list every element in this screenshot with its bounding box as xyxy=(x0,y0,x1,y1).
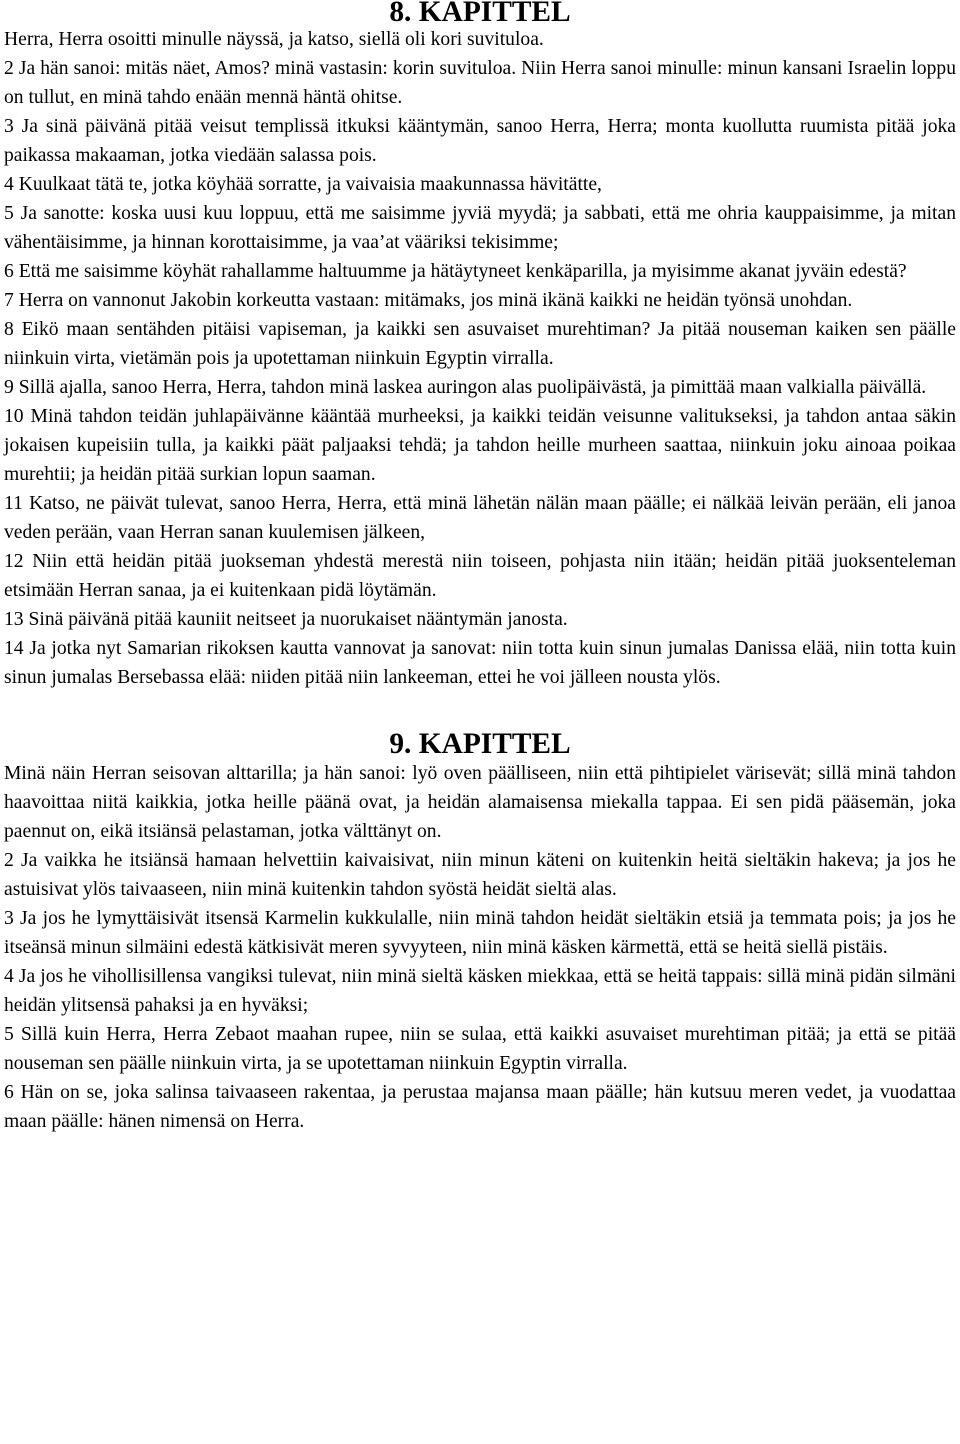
verse: 13 Sinä päivänä pitää kauniit neitseet ja nuorukaiset nääntymän janosta. xyxy=(4,609,568,630)
verse: 5 Ja sanotte: koska uusi kuu loppuu, että me saisimme jyviä myydä; ja sabbati, että me ohria kauppaisimme, ja mitan vähentäisimme, ja hinnan korottaisimme, ja vaa’at vääriksi tekisimme; xyxy=(4,203,956,253)
verse: 9 Sillä ajalla, sanoo Herra, Herra, tahdon minä laskea auringon alas puolipäivästä, ja pimittää maan valkialla päivällä. xyxy=(4,377,927,398)
verse: 4 Kuulkaat tätä te, jotka köyhää sorratte, ja vaivaisia maakunnassa hävitätte, xyxy=(4,174,602,195)
verse: 6 Että me saisimme köyhät rahallamme haltuumme ja hätäytyneet kenkäparilla, ja myisimme akanat jyväin edestä? xyxy=(4,261,907,282)
verse: 3 Ja sinä päivänä pitää veisut templissä itkuksi kääntymän, sanoo Herra, Herra; monta kuollutta ruumista pitää joka paikassa makaaman, jotka viedään salassa pois. xyxy=(4,116,956,166)
verse: 11 Katso, ne päivät tulevat, sanoo Herra, Herra, että minä lähetän nälän maan päälle; ei nälkää leivän perään, eli janoa veden perään, vaan Herran sanan kuulemisen jälkeen, xyxy=(4,493,956,543)
chapter-title: 9. KAPITTEL xyxy=(389,728,571,760)
document-page xyxy=(4,0,956,1136)
chapter-title: 8. KAPITTEL xyxy=(389,0,571,28)
verse: 2 Ja hän sanoi: mitäs näet, Amos? minä vastasin: korin suvituloa. Niin Herra sanoi minulle: minun kansani Israelin loppu on tullut, en minä tahdo enään mennä häntä ohitse. xyxy=(4,58,956,108)
verse: 10 Minä tahdon teidän juhlapäivänne kääntää murheeksi, ja kaikki teidän veisunne valitukseksi, ja tahdon antaa säkin jokaisen kupeisiin tulla, ja kaikki päät paljaaksi tehdä; ja tahdon heille murheen saattaa, niinkuin joku ainoaa poikaa murehtii; ja heidän pitää surkian lopun saaman. xyxy=(4,406,956,485)
chapter-9 xyxy=(4,730,956,1136)
verse: 8 Eikö maan sentähden pitäisi vapiseman, ja kaikki sen asuvaiset murehtiman? Ja pitää nouseman kaiken sen päälle niinkuin virta, vietämän pois ja upotettaman niinkuin Egyptin virralla. xyxy=(4,319,956,369)
verse: 6 Hän on se, joka salinsa taivaaseen rakentaa, ja perustaa majansa maan päälle; hän kutsuu meren vedet, ja vuodattaa maan päälle: hänen nimensä on Herra. xyxy=(4,1082,956,1132)
verse: 7 Herra on vannonut Jakobin korkeutta vastaan: mitämaks, jos minä ikänä kaikki ne heidän työnsä unohdan. xyxy=(4,290,853,311)
verse: 12 Niin että heidän pitää juokseman yhdestä merestä niin toiseen, pohjasta niin itään; heidän pitää juoksenteleman etsimään Herran sanaa, ja ei kuitenkaan pidä löytämän. xyxy=(4,551,956,601)
verse: Herra, Herra osoitti minulle näyssä, ja katso, siellä oli kori suvituloa. xyxy=(4,29,544,50)
verse: Minä näin Herran seisovan alttarilla; ja hän sanoi: lyö oven päälliseen, niin että pihtipielet värisevät; sillä minä tahdon haavoittaa niitä kaikkia, jotka heille päänä ovat, ja heidän alamaisensa miekalla tappaa. Ei sen pidä pääsemän, joka paennut on, eikä itsiänsä pelastaman, jotka välttänyt on. xyxy=(4,763,956,842)
verse: 14 Ja jotka nyt Samarian rikoksen kautta vannovat ja sanovat: niin totta kuin sinun jumalas Danissa elää, niin totta kuin sinun jumalas Bersebassa elää: niiden pitää niin lankeeman, ettei he voi jälleen nousta ylös. xyxy=(4,638,956,688)
chapter-8 xyxy=(4,0,956,692)
verse: 2 Ja vaikka he itsiänsä hamaan helvettiin kaivaisivat, niin minun käteni on kuitenkin heitä sieltäkin hakeva; ja jos he astuisivat ylös taivaaseen, niin minä kuitenkin tahdon syöstä heidät sieltä alas. xyxy=(4,850,956,900)
verse: 4 Ja jos he vihollisillensa vangiksi tulevat, niin minä sieltä käsken miekkaa, että se heitä tappais: sillä minä pidän silmäni heidän ylitsensä pahaksi ja en hyväksi; xyxy=(4,966,956,1016)
verse: 5 Sillä kuin Herra, Herra Zebaot maahan rupee, niin se sulaa, että kaikki asuvaiset murehtiman pitää; ja että se pitää nouseman sen päälle niinkuin virta, ja se upotettaman niinkuin Egyptin virralla. xyxy=(4,1024,956,1074)
verse: 3 Ja jos he lymyttäisivät itsensä Karmelin kukkulalle, niin minä tahdon heidät sieltäkin etsiä ja temmata pois; ja jos he itseänsä minun silmäini edestä kätkisivät meren syvyyteen, niin minä käsken kärmettä, että se heitä siellä pistäis. xyxy=(4,908,956,958)
